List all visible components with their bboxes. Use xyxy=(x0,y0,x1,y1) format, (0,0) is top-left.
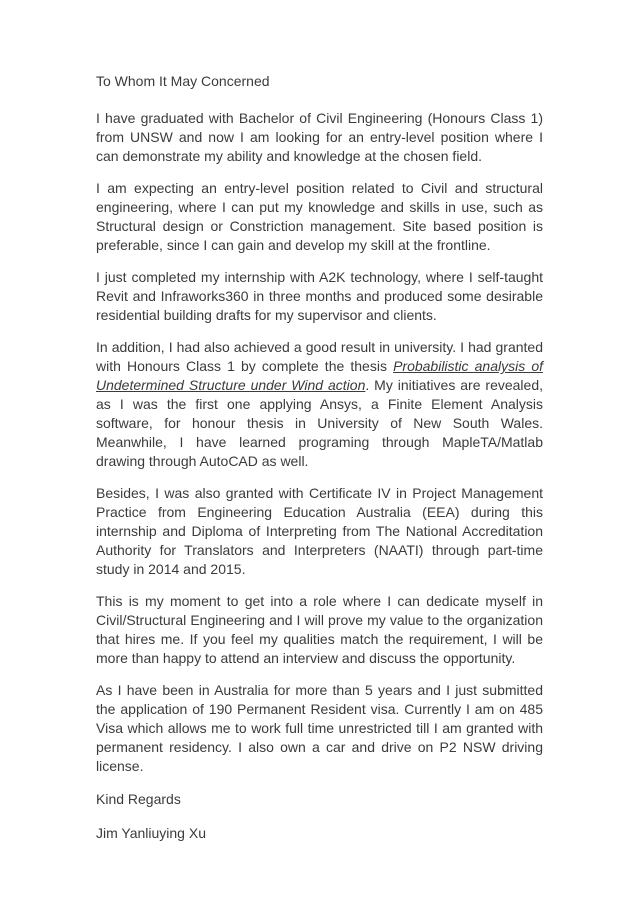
signature: Jim Yanliuying Xu xyxy=(96,825,206,841)
closing: Kind Regards xyxy=(96,791,181,807)
paragraph-certificates: Besides, I was also granted with Certificate IV in Project Management Practice from Engineering Education Australia (EEA) during this internship and Diploma of Interpreting from The National Accreditation Authority for Translators and Interpreters (NAATI) through part-time study in 2014 and 2015. xyxy=(96,485,543,577)
paragraph-position-sought: I am expecting an entry-level position related to Civil and structural engineering, where I can put my knowledge and skills in use, such as Structural design or Constriction management. Site based position is preferable, since I can gain and develop my skill at the frontline. xyxy=(96,180,543,253)
paragraph-text: In addition, I had also achieved a good result in university. I had granted with Honours Class 1 by complete the thesis xyxy=(96,339,543,374)
thesis-title: Probabilistic analysis of Undetermined Structure under Wind action xyxy=(96,358,543,393)
paragraph-intro: I have graduated with Bachelor of Civil Engineering (Honours Class 1) from UNSW and now I am looking for an entry-level position where I can demonstrate my ability and knowledge at the chosen field. xyxy=(96,110,543,164)
paragraph-motivation: This is my moment to get into a role where I can dedicate myself in Civil/Structural Engineering and I will prove my value to the organization that hires me. If you feel my qualities match the requirement, I will be more than happy to attend an interview and discuss the opportunity. xyxy=(96,593,543,666)
paragraph-text: . My initiatives are revealed, as I was the first one applying Ansys, a Finite Element Analysis software, for honour thesis in University of New South Wales. Meanwhile, I have learned programing through MapleTA/Matlab drawing through AutoCAD as well. xyxy=(96,377,543,469)
salutation: To Whom It May Concerned xyxy=(96,73,270,89)
paragraph-internship: I just completed my internship with A2K technology, where I self-taught Revit and Infraworks360 in three months and produced some desirable residential building drafts for my supervisor and clients. xyxy=(96,269,543,323)
paragraph-university xyxy=(96,338,543,471)
paragraph-visa-status: As I have been in Australia for more than 5 years and I just submitted the application of 190 Permanent Resident visa. Currently I am on 485 Visa which allows me to work full time unrestricted till I am granted with permanent residency. I also own a car and drive on P2 NSW driving license. xyxy=(96,682,543,774)
